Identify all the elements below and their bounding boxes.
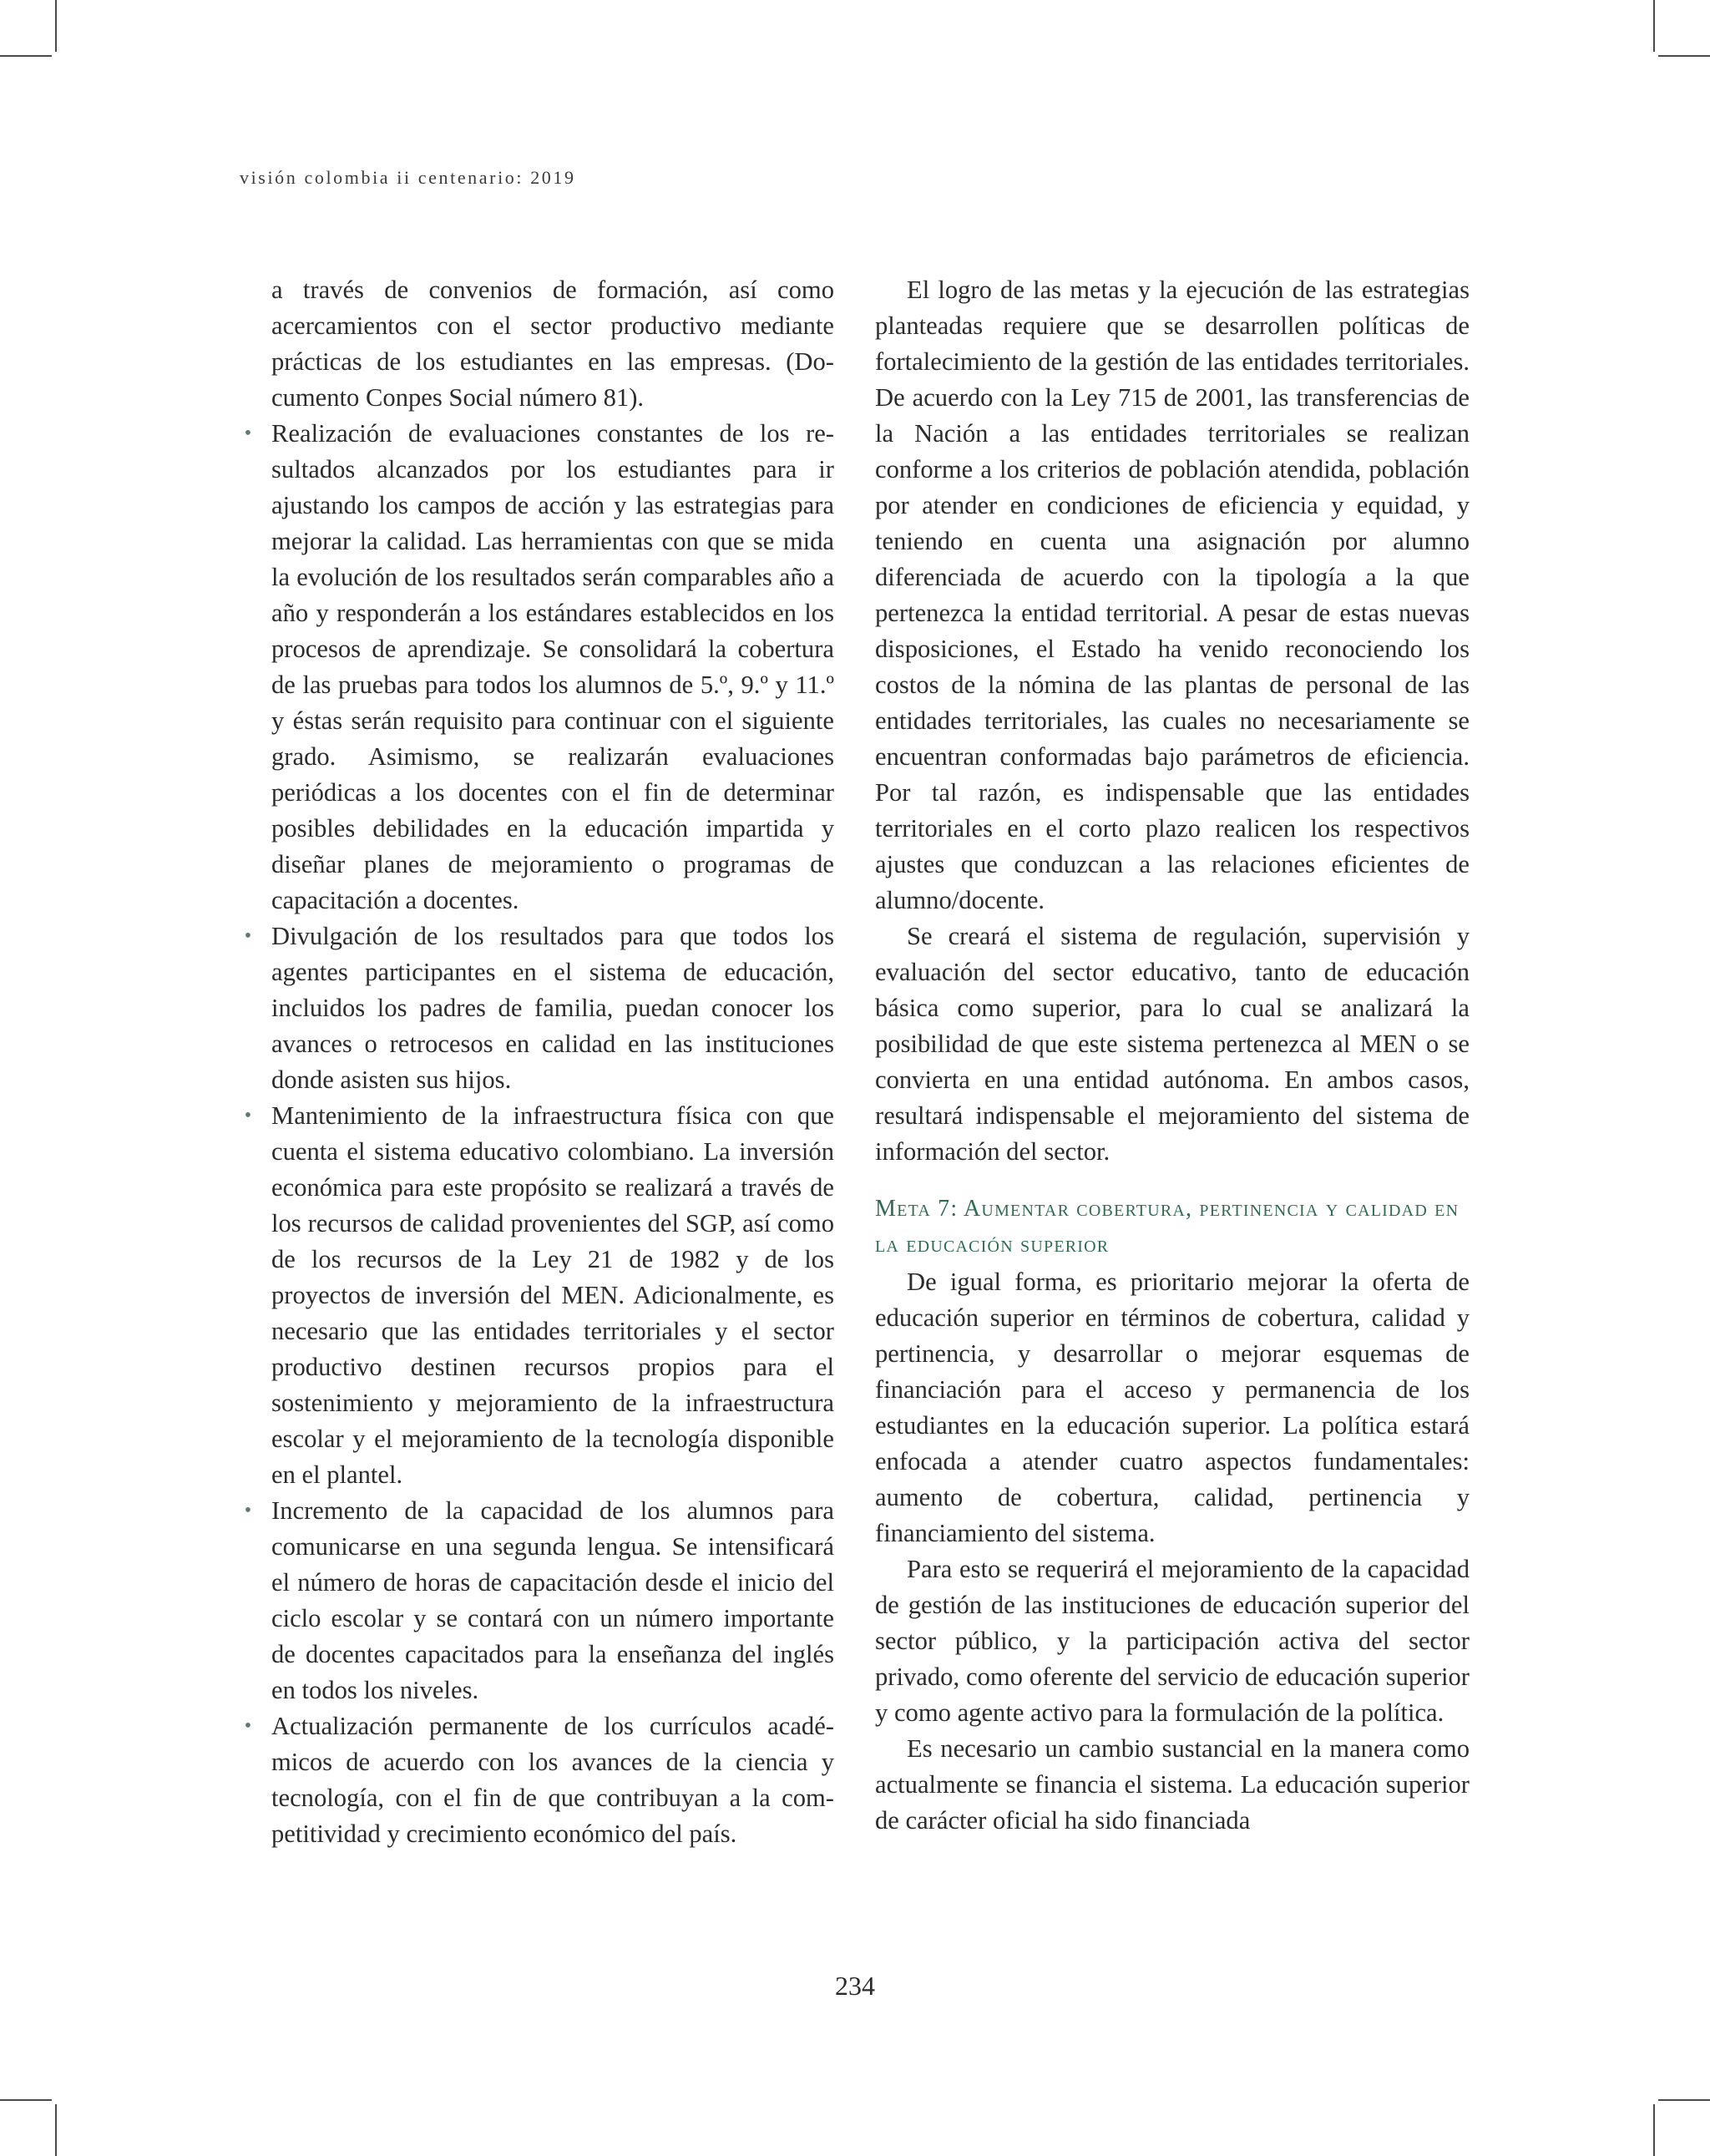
bullet-icon: •: [244, 1105, 252, 1126]
page-number: 234: [835, 1971, 875, 2001]
bullet-icon: •: [244, 1500, 252, 1521]
list-item-text: Mantenimiento de la infraestructura física con que cuenta el sistema educativo colombiano. La inversión económica para este propósito se realizará a través de los recursos de calidad provenientes del SGP, así como de los recursos de la Ley 21 de 1982 y de los proyectos de inversión del MEN. Adicionalmente, es necesario que las entidades territoriales y el sector productivo destinen recursos propios para el sostenimiento y mejoramiento de la infraestructura escolar y el mejoramiento de la tecnología disponible en el plantel.: [271, 1101, 834, 1489]
list-item: [240, 1708, 834, 1852]
list-item: [240, 1098, 834, 1493]
crop-mark-top-right-horizontal: [1658, 55, 1710, 57]
list-item: [240, 919, 834, 1098]
crop-mark-bottom-right-horizontal: [1658, 2099, 1710, 2101]
list-item-text: Incremento de la capacidad de los alumnos para comunicarse en una segunda lengua. Se intensificará el número de horas de capacitación desde el inicio del ciclo escolar y se contará con un número importante de docentes capacitados para la enseñanza del inglés en todos los niveles.: [271, 1496, 834, 1704]
bullet-icon: •: [244, 1715, 252, 1737]
crop-mark-top-left-horizontal: [0, 55, 52, 57]
list-item-text: Divulgación de los resultados para que todos los agentes participantes en el sistema de educación, incluidos los padres de familia, puedan conocer los avances o retrocesos en calidad en las instituciones donde asisten sus hijos.: [271, 922, 834, 1094]
left-column: [240, 272, 834, 1852]
section-heading: Meta 7: Aumentar cobertura, pertinencia y calidad en la educación superior: [875, 1196, 1460, 1258]
bullet-icon: •: [244, 925, 252, 947]
body-paragraph: Se creará el sistema de regulación, supervisión y evaluación del sector educativo, tanto de educación básica como superior, para lo cual se analizará la posibilidad de que este sistema pertenezca al MEN o se convierta en una entidad autónoma. En ambos casos, resultará indispensable el mejoramiento del sistema de información del sector.: [875, 922, 1470, 1166]
list-item-text: Realización de evaluaciones constantes de los resultados alcanzados por los estudiantes para ir ajustando los campos de acción y las estrategias para mejorar la calidad. Las herramientas con que se mida la evolución de los resultados serán comparables año a año y responderán a los estándares establecidos en los procesos de aprendizaje. Se consolidará la cobertura de las pruebas para todos los alumnos de 5.º, 9.º y 11.º y éstas serán requisito para continuar con el siguiente grado. Asimismo, se realizarán evaluaciones periódicas a los docentes con el fin de determinar posibles debilidades en la educación impartida y diseñar planes de mejoramiento o programas de capacitación a docentes.: [271, 419, 834, 914]
right-column: [875, 272, 1470, 1839]
crop-mark-bottom-left-vertical: [55, 2104, 57, 2156]
list-item: [240, 1493, 834, 1708]
continuation-paragraph: a través de convenios de formación, así como acercamientos con el sector productivo mediante prácticas de los estudiantes en las empresas. (Documento Conpes Social número 81).: [271, 276, 834, 412]
list-item: [240, 416, 834, 919]
body-paragraph: Para esto se requerirá el mejoramiento de la capacidad de gestión de las instituciones de educación superior del sector público, y la participación activa del sector privado, como oferente del servicio de educación superior y como agente activo para la formulación de la política.: [875, 1555, 1470, 1727]
running-head: visión colombia ii centenario: 2019: [240, 167, 576, 188]
bullet-icon: •: [244, 423, 252, 444]
body-paragraph: De igual forma, es prioritario mejorar la oferta de educación superior en términos de cobertura, calidad y pertinencia, y desarrollar o mejorar esquemas de financiación para el acceso y permanencia de los estudiantes en la educación superior. La política estará enfocada a atender cuatro aspectos fundamentales: aumento de cobertura, calidad, pertinencia y financiamiento del sistema.: [875, 1268, 1470, 1547]
crop-mark-top-right-vertical: [1653, 0, 1655, 52]
crop-mark-top-left-vertical: [55, 0, 57, 52]
bullet-list: [240, 416, 834, 1852]
body-paragraph: Es necesario un cambio sustancial en la manera como actualmente se financia el sistema. La educación superior de carácter oficial ha sido financiada: [875, 1734, 1470, 1835]
list-item-text: Actualización permanente de los currículos académicos de acuerdo con los avances de la ciencia y tecnología, con el fin de que contribuyan a la competitividad y crecimiento económico del país.: [271, 1712, 834, 1848]
crop-mark-bottom-left-horizontal: [0, 2099, 52, 2101]
crop-mark-bottom-right-vertical: [1653, 2104, 1655, 2156]
body-paragraph: El logro de las metas y la ejecución de las estrategias planteadas requiere que se desarrollen políticas de fortalecimiento de la gestión de las entidades territoriales. De acuerdo con la Ley 715 de 2001, las transferencias de la Nación a las entidades territoriales se realizan conforme a los criterios de población atendida, población por atender en condiciones de eficiencia y equidad, y teniendo en cuenta una asignación por alumno diferenciada de acuerdo con la tipología a la que pertenezca la entidad territorial. A pesar de estas nuevas disposiciones, el Estado ha venido reconociendo los costos de la nómina de las plantas de personal de las entidades territoriales, las cuales no necesariamente se encuentran conformadas bajo parámetros de eficiencia. Por tal razón, es indispensable que las entidades territoriales en el corto plazo realicen los respectivos ajustes que conduzcan a las relaciones eficientes de alumno/docente.: [875, 276, 1470, 914]
